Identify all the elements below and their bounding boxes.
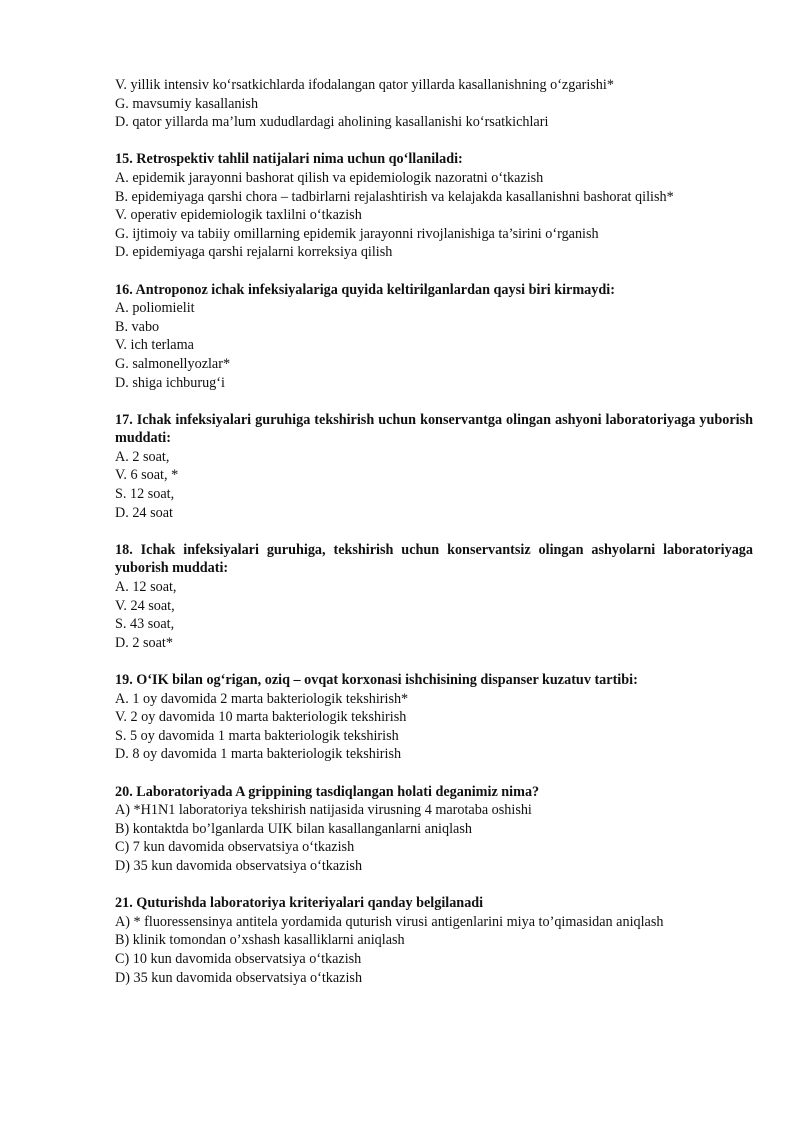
answer-option: D. shiga ichburug‘i xyxy=(115,374,225,391)
answer-option: B. epidemiyaga qarshi chora – tadbirlarni rejalashtirish va kelajakda kasallanishni bashorat qilish* xyxy=(115,188,674,205)
answer-option: A. 12 soat, xyxy=(115,579,177,596)
answer-option: A. poliomielit xyxy=(115,300,195,317)
answer-option: A) * fluoressensinya antitela yordamida quturish virusi antigenlarini miya to’qimasidan aniqlash xyxy=(115,913,664,930)
answer-option: G. ijtimoiy va tabiiy omillarning epidemik jarayonni rivojlanishiga ta’sirini o‘rganish xyxy=(115,225,599,242)
answer-option: A. 1 oy davomida 2 marta bakteriologik tekshirish* xyxy=(115,690,409,707)
answer-option: C) 7 kun davomida observatsiya o‘tkazish xyxy=(115,839,355,856)
page-content xyxy=(115,76,753,987)
answer-option: V. yillik intensiv ko‘rsatkichlarda ifodalangan qator yillarda kasallanishning o‘zgarishi* xyxy=(115,77,614,93)
question-21 xyxy=(115,894,753,987)
question-17 xyxy=(115,411,753,523)
answer-option: S. 5 oy davomida 1 marta bakteriologik tekshirish xyxy=(115,727,399,744)
answer-option: D. 2 soat* xyxy=(115,634,173,651)
answer-option: G. salmonellyozlar* xyxy=(115,355,231,372)
answer-option: S. 43 soat, xyxy=(115,616,175,633)
question-16 xyxy=(115,281,753,393)
answer-option: D) 35 kun davomida observatsiya o‘tkazish xyxy=(115,857,363,874)
answer-option: G. mavsumiy kasallanish xyxy=(115,95,259,112)
answer-option: V. 24 soat, xyxy=(115,597,175,614)
answer-option: V. 6 soat, * xyxy=(115,467,179,484)
answer-option: A. 2 soat, xyxy=(115,448,170,465)
question-title: 17. Ichak infeksiyalari guruhiga tekshirish uchun konservantga olingan ashyoni laboratoriyaga yuborish muddati: xyxy=(115,411,753,447)
answer-option: C) 10 kun davomida observatsiya o‘tkazish xyxy=(115,950,362,967)
answer-option: V. operativ epidemiologik taxlilni o‘tkazish xyxy=(115,207,362,224)
answer-option: D. 8 oy davomida 1 marta bakteriologik tekshirish xyxy=(115,746,402,763)
top-options xyxy=(115,76,753,132)
question-title: 18. Ichak infeksiyalari guruhiga, tekshirish uchun konservantsiz olingan ashyolarni laboratoriyaga yuborish muddati: xyxy=(115,541,753,577)
answer-option: V. 2 oy davomida 10 marta bakteriologik tekshirish xyxy=(115,709,407,726)
question-title: 20. Laboratoriyada A grippining tasdiqlangan holati deganimiz nima? xyxy=(115,783,540,800)
answer-option: D) 35 kun davomida observatsiya o‘tkazish xyxy=(115,969,363,986)
question-title: 15. Retrospektiv tahlil natijalari nima uchun qo‘llaniladi: xyxy=(115,151,463,168)
answer-option: D. 24 soat xyxy=(115,504,173,521)
question-title: 19. O‘IK bilan og‘rigan, oziq – ovqat korxonasi ishchisining dispanser kuzatuv tartibi: xyxy=(115,672,638,688)
question-18 xyxy=(115,541,753,653)
answer-option: A) *H1N1 laboratoriya tekshirish natijasida virusning 4 marotaba oshishi xyxy=(115,802,532,819)
answer-option: V. ich terlama xyxy=(115,337,194,354)
question-title: 16. Antroponoz ichak infeksiyalariga quyida keltirilganlardan qaysi biri kirmaydi: xyxy=(115,281,615,298)
question-20 xyxy=(115,783,753,876)
answer-option: B) kontaktda bo’lganlarda UIK bilan kasallanganlarni aniqlash xyxy=(115,820,472,837)
answer-option: B. vabo xyxy=(115,318,160,335)
question-title: 21. Quturishda laboratoriya kriteriyalari qanday belgilanadi xyxy=(115,895,484,912)
answer-option: A. epidemik jarayonni bashorat qilish va epidemiologik nazoratni o‘tkazish xyxy=(115,169,544,186)
answer-option: D. epidemiyaga qarshi rejalarni korreksiya qilish xyxy=(115,244,393,261)
question-15 xyxy=(115,150,753,262)
question-19 xyxy=(115,671,753,764)
answer-option: S. 12 soat, xyxy=(115,486,175,503)
answer-option: B) klinik tomondan o’xshash kasalliklarni aniqlash xyxy=(115,932,405,949)
answer-option: D. qator yillarda ma’lum xududlardagi aholining kasallanishi ko‘rsatkichlari xyxy=(115,114,549,131)
